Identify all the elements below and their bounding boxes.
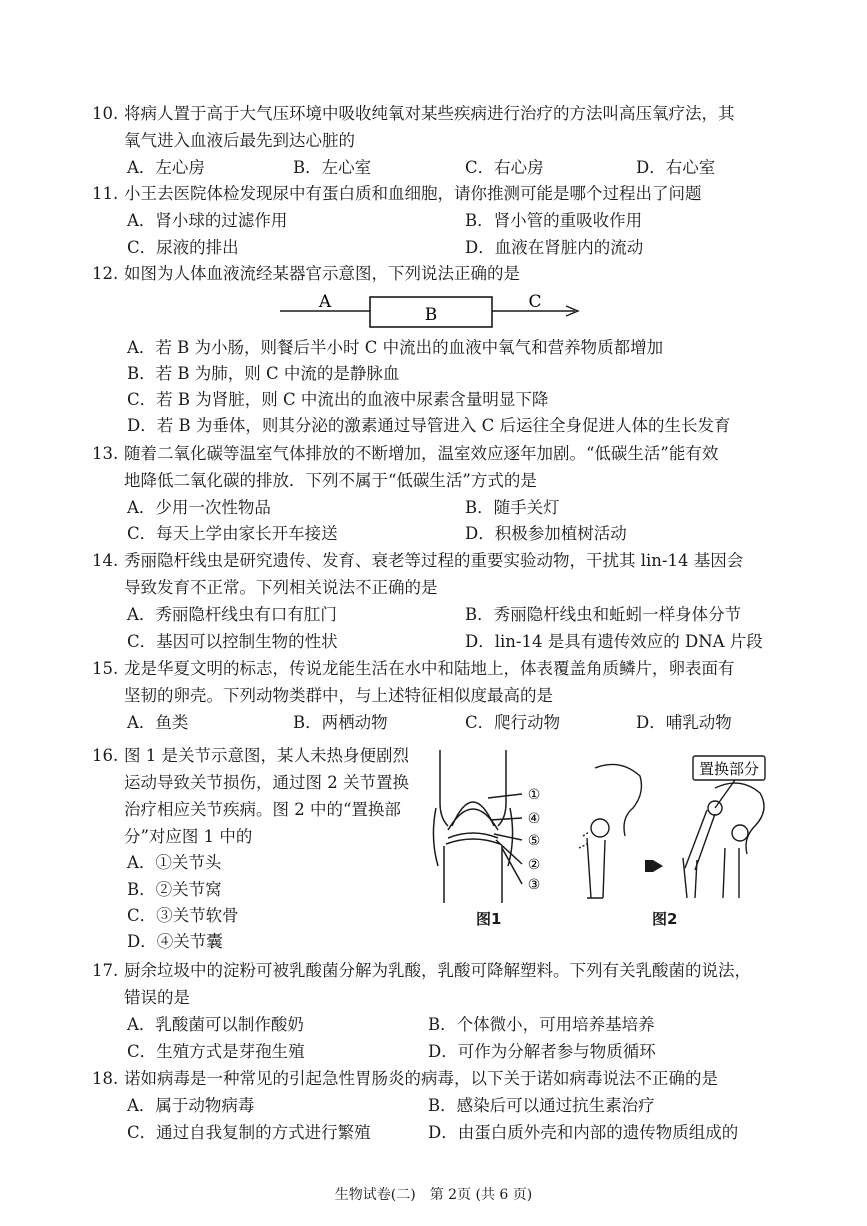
question-text: 坚韧的卵壳。下列动物类群中，与上述特征相似度最高的是 xyxy=(124,686,553,705)
question-number: 11. xyxy=(92,184,119,203)
option-a: A．乳酸菌可以制作酸奶 xyxy=(127,1015,304,1034)
joint-socket xyxy=(448,833,498,838)
option-a: A．左心房 xyxy=(127,158,205,177)
question-text: 氧气进入血液后最先到达心脏的 xyxy=(124,131,355,150)
marker-3: ③ xyxy=(527,877,541,893)
question-text: 将病人置于高于大气压环境中吸收纯氧对某些疾病进行治疗的方法叫高压氧疗法，其 xyxy=(124,104,735,123)
option-b: B．②关节窝 xyxy=(127,880,222,899)
option-b: B．左心室 xyxy=(293,158,372,177)
question-text: 小王去医院体检发现尿中有蛋白质和血细胞，请你推测可能是哪个过程出了问题 xyxy=(124,184,702,203)
femur-right xyxy=(683,848,739,898)
option-d: D．由蛋白质外壳和内部的遗传物质组成的 xyxy=(428,1123,739,1142)
option-a: A．秀丽隐杆线虫有口有肛门 xyxy=(127,605,337,624)
replacement-tag-label: 置换部分 xyxy=(698,760,760,778)
option-b: B．感染后可以通过抗生素治疗 xyxy=(428,1096,655,1115)
upper-bone-left-edge xyxy=(440,750,448,826)
question-text: 治疗相应关节疾病。图 2 中的“置换部 xyxy=(124,800,401,819)
marker-4: ④ xyxy=(527,811,541,827)
question-number: 14. xyxy=(92,551,119,570)
transition-arrow-body xyxy=(645,860,653,872)
transition-arrow-icon xyxy=(653,860,663,872)
question-number: 17. xyxy=(92,961,119,980)
pelvis-left xyxy=(595,764,641,836)
upper-bone-right-edge xyxy=(498,750,506,826)
option-c: C．基因可以控制生物的性状 xyxy=(127,632,338,651)
figure-2-label: 图2 xyxy=(652,910,678,928)
pelvis-right xyxy=(715,783,764,854)
question-number: 13. xyxy=(92,444,119,463)
question-text: 厨余垃圾中的淀粉可被乳酸菌分解为乳酸，乳酸可降解塑料。下列有关乳酸菌的说法， xyxy=(124,961,751,980)
question-number: 10. xyxy=(92,104,119,123)
option-b: B．随手关灯 xyxy=(465,498,560,517)
lower-bone xyxy=(444,846,502,903)
hip-replacement-figure2 xyxy=(565,748,780,908)
option-c: C．若 B 为肾脏，则 C 中流出的血液中尿素含量明显下降 xyxy=(127,390,549,409)
option-d: D．lin-14 是具有遗传效应的 DNA 片段 xyxy=(465,632,763,651)
question-text: 诺如病毒是一种常见的引起急性胃肠炎的病毒，以下关于诺如病毒说法不正确的是 xyxy=(124,1069,718,1088)
option-c: C．爬行动物 xyxy=(465,713,561,732)
option-a: A．①关节头 xyxy=(127,853,222,872)
implant-stem xyxy=(685,810,715,870)
question-number: 16. xyxy=(92,746,119,765)
figure-1-label: 图1 xyxy=(476,910,502,928)
cartilage-lower xyxy=(446,839,500,844)
option-b: B．秀丽隐杆线虫和蚯蚓一样身体分节 xyxy=(465,605,742,624)
question-text: 分”对应图 1 中的 xyxy=(124,827,253,846)
question-text: 龙是华夏文明的标志，传说龙能生活在水中和陆地上，体表覆盖角质鳞片，卵表面有 xyxy=(124,659,735,678)
option-a: A．鱼类 xyxy=(127,713,189,732)
option-c: C．通过自我复制的方式进行繁殖 xyxy=(127,1123,371,1142)
question-text: 导致发育不正常。下列相关说法不正确的是 xyxy=(124,578,438,597)
option-b: B．个体微小，可用培养基培养 xyxy=(428,1015,655,1034)
marker-5: ⑤ xyxy=(527,833,541,849)
option-c: C．③关节软骨 xyxy=(127,906,239,925)
question-number: 12. xyxy=(92,264,119,283)
marker-2: ② xyxy=(527,857,541,873)
femoral-head xyxy=(591,819,609,837)
question-text: 随着二氧化碳等温室气体排放的不断增加，温室效应逐年加剧。“低碳生活”能有效 xyxy=(124,444,719,463)
question-text: 秀丽隐杆线虫是研究遗传、发育、衰老等过程的重要实验动物，干扰其 lin-14 基因会 xyxy=(124,551,744,570)
option-d: D．积极参加植树活动 xyxy=(465,524,627,543)
question-text: 如图为人体血液流经某器官示意图，下列说法正确的是 xyxy=(124,264,520,283)
option-d: D．右心室 xyxy=(636,158,716,177)
question-text: 地降低二氧化碳的排放．下列不属于“低碳生活”方式的是 xyxy=(124,471,537,490)
question-text: 运动导致关节损伤，通过图 2 关节置换 xyxy=(124,773,409,792)
option-b: B．若 B 为肺，则 C 中流的是静脉血 xyxy=(127,364,400,383)
option-a: A．肾小球的过滤作用 xyxy=(127,211,288,230)
question-number: 18. xyxy=(92,1069,119,1088)
question-text: 错误的是 xyxy=(124,988,190,1007)
label-a: A xyxy=(318,292,332,312)
option-d: D．血液在肾脏内的流动 xyxy=(465,238,644,257)
option-d: D．④关节囊 xyxy=(127,932,223,951)
socket-ring xyxy=(732,825,748,841)
option-d: D．可作为分解者参与物质循环 xyxy=(428,1042,656,1061)
option-c: C．生殖方式是芽孢生殖 xyxy=(127,1042,305,1061)
option-c: C．尿液的排出 xyxy=(127,238,239,257)
option-d: D．哺乳动物 xyxy=(636,713,732,732)
page-footer: 生物试卷(二) 第 2页 (共 6 页) xyxy=(334,1187,533,1203)
femur-left xyxy=(587,838,605,898)
question-text: 图 1 是关节示意图，某人未热身便剧烈 xyxy=(124,746,409,765)
question-number: 15. xyxy=(92,659,119,678)
blood-flow-diagram xyxy=(270,288,590,334)
option-a: A．少用一次性物品 xyxy=(127,498,271,517)
joint-capsule xyxy=(433,808,512,866)
joint-diagram-figure1 xyxy=(430,748,570,908)
option-b: B．肾小管的重吸收作用 xyxy=(465,211,643,230)
joint-head xyxy=(452,802,494,826)
option-b: B．两栖动物 xyxy=(293,713,388,732)
marker-1: ① xyxy=(527,787,541,803)
option-a: A．若 B 为小肠，则餐后半小时 C 中流出的血液中氧气和营养物质都增加 xyxy=(127,338,664,357)
option-c: C．每天上学由家长开车接送 xyxy=(127,524,338,543)
option-a: A．属于动物病毒 xyxy=(127,1096,255,1115)
label-b: B xyxy=(424,305,438,325)
option-c: C．右心房 xyxy=(465,158,544,177)
option-d: D．若 B 为垂体，则其分泌的激素通过导管进入 C 后运往全身促进人体的生长发育 xyxy=(127,416,731,435)
label-c: C xyxy=(528,292,542,312)
